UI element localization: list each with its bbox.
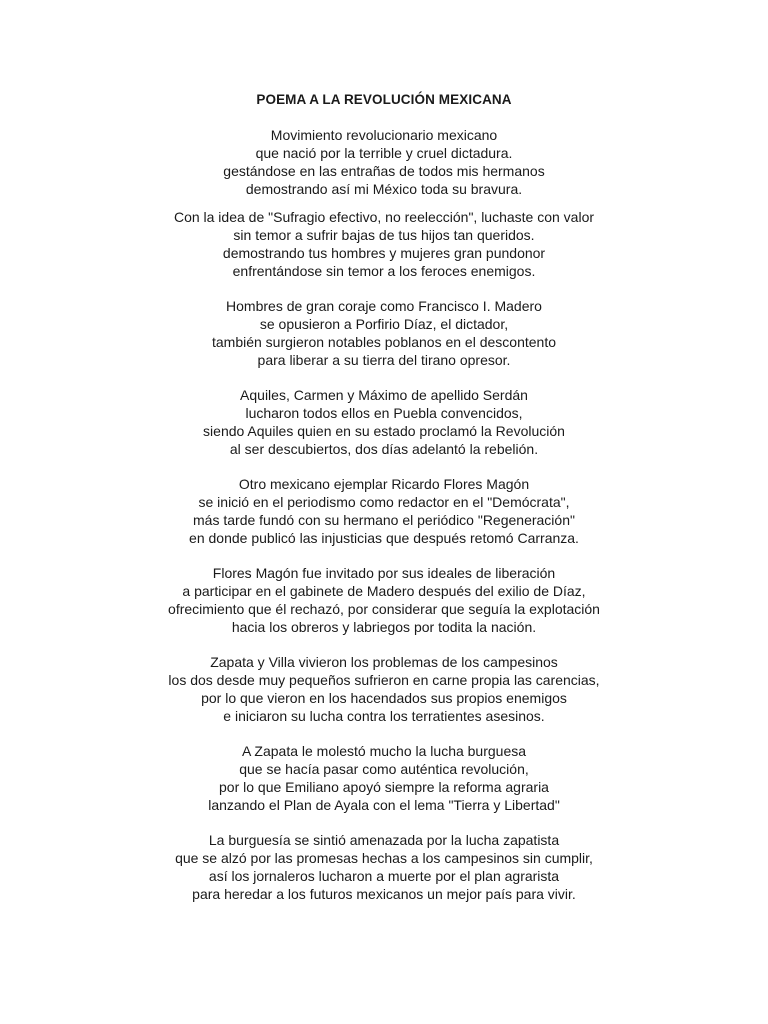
poem-line: Otro mexicano ejemplar Ricardo Flores Magón — [238, 476, 530, 492]
stanza-6 — [0, 564, 768, 636]
poem-line: para liberar a su tierra del tirano opresor. — [257, 352, 511, 368]
poem — [0, 90, 768, 920]
poem-line: e iniciaron su lucha contra los terratientes asesinos. — [223, 708, 545, 724]
poem-line: a participar en el gabinete de Madero después del exilio de Díaz, — [182, 583, 586, 599]
poem-line: Hombres de gran coraje como Francisco I. Madero — [226, 298, 542, 314]
poem-line: Zapata y Villa vivieron los problemas de los campesinos — [210, 654, 558, 670]
poem-line: Aquiles, Carmen y Máximo de apellido Serdán — [240, 387, 528, 403]
poem-line: que se alzó por las promesas hechas a los campesinos sin cumplir, — [175, 850, 593, 866]
poem-line: se inició en el periodismo como redactor en el "Demócrata", — [198, 494, 570, 510]
poem-line: lanzando el Plan de Ayala con el lema "Tierra y Libertad" — [208, 797, 560, 813]
poem-line: Con la idea de "Sufragio efectivo, no reelección", luchaste con valor — [173, 209, 595, 225]
poem-line: en donde publicó las injusticias que después retomó Carranza. — [189, 530, 579, 546]
stanza-8 — [0, 742, 768, 814]
poem-line: demostrando tus hombres y mujeres gran pundonor — [222, 245, 546, 261]
poem-line: también surgieron notables poblanos en el descontento — [211, 334, 557, 350]
poem-line: por lo que vieron en los hacendados sus propios enemigos — [201, 690, 567, 706]
poem-line: al ser descubiertos, dos días adelantó la rebelión. — [229, 441, 539, 457]
poem-line: para heredar a los futuros mexicanos un mejor país para vivir. — [192, 886, 576, 902]
poem-line: más tarde fundó con su hermano el periódico "Regeneración" — [193, 512, 575, 528]
stanza-7 — [0, 653, 768, 725]
poem-line: se opusieron a Porfirio Díaz, el dictador, — [259, 316, 509, 332]
poem-line: La burguesía se sintió amenazada por la lucha zapatista — [208, 832, 560, 848]
poem-line: siendo Aquiles quien en su estado proclamó la Revolución — [203, 423, 565, 439]
poem-title: POEMA A LA REVOLUCIÓN MEXICANA — [256, 92, 512, 107]
poem-line: que nació por la terrible y cruel dictadura. — [255, 145, 513, 161]
poem-line: por lo que Emiliano apoyó siempre la reforma agraria — [219, 779, 549, 795]
poem-line: ofrecimiento que él rechazó, por considerar que seguía la explotación — [168, 601, 600, 617]
stanza-1 — [0, 126, 768, 198]
poem-line: demostrando así mi México toda su bravura. — [245, 181, 523, 197]
poem-line: lucharon todos ellos en Puebla convencidos, — [245, 405, 523, 421]
stanza-9 — [0, 831, 768, 903]
poem-line: sin temor a sufrir bajas de tus hijos tan queridos. — [233, 227, 535, 243]
poem-line: hacia los obreros y labriegos por todita la nación. — [231, 619, 537, 635]
poem-line: los dos desde muy pequeños sufrieron en carne propia las carencias, — [168, 672, 600, 688]
stanza-3 — [0, 297, 768, 369]
poem-line: que se hacía pasar como auténtica revolución, — [239, 761, 529, 777]
poem-line: Flores Magón fue invitado por sus ideales de liberación — [212, 565, 556, 581]
stanza-4 — [0, 386, 768, 458]
poem-line: así los jornaleros lucharon a muerte por el plan agrarista — [208, 868, 560, 884]
poem-line: enfrentándose sin temor a los feroces enemigos. — [232, 263, 536, 279]
poem-line: A Zapata le molestó mucho la lucha burguesa — [241, 743, 527, 759]
poem-line: gestándose en las entrañas de todos mis hermanos — [223, 163, 545, 179]
stanza-5 — [0, 475, 768, 547]
poem-line: Movimiento revolucionario mexicano — [270, 127, 498, 143]
stanza-2 — [0, 208, 768, 280]
